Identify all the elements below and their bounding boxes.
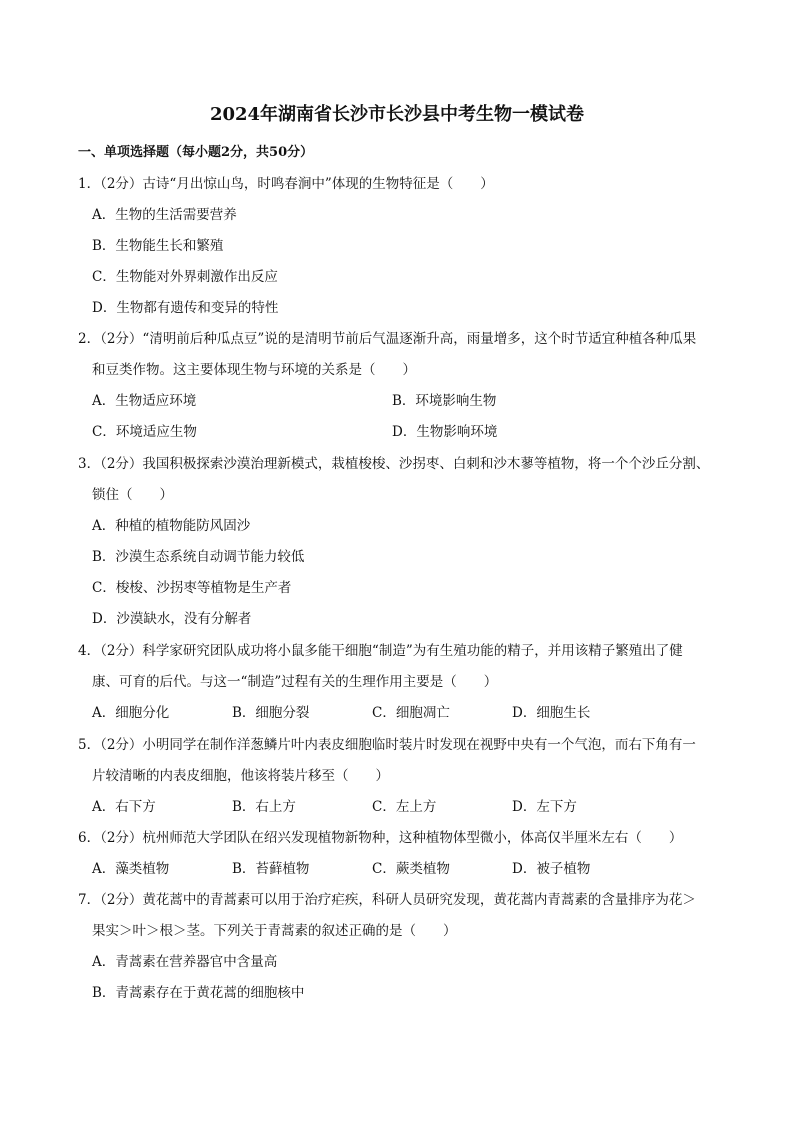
option-a: A．生物的生活需要营养 xyxy=(92,207,237,223)
section-heading: 一、单项选择题（每小题2分，共50分） xyxy=(78,145,314,160)
option-a: A．右下方 xyxy=(92,799,156,815)
question-stem: 3．（2分）我国积极探索沙漠治理新模式，栽植梭梭、沙拐枣、白刺和沙木蓼等植物，将一个个沙丘分割、 xyxy=(78,456,710,472)
question-stem: 7．（2分）黄花蒿中的青蒿素可以用于治疗疟疾，科研人员研究发现，黄花蒿内青蒿素的含量排序为花＞ xyxy=(78,892,696,908)
option-d: D．沙漠缺水，没有分解者 xyxy=(92,611,252,627)
option-b: B．苔藓植物 xyxy=(232,861,310,877)
option-c: C．生物能对外界刺激作出反应 xyxy=(92,269,278,285)
question-2 xyxy=(78,324,722,448)
options-row xyxy=(78,792,722,823)
question-1 xyxy=(78,169,722,324)
question-6 xyxy=(78,823,722,885)
options-row xyxy=(78,417,722,448)
option-a: A．生物适应环境 xyxy=(92,393,197,409)
question-stem-continued: 康、可育的后代。与这一“制造”过程有关的生理作用主要是（ ） xyxy=(92,674,498,690)
option-b: B．青蒿素存在于黄花蒿的细胞核中 xyxy=(92,985,305,1001)
question-stem: 2．（2分）“清明前后种瓜点豆”说的是清明节前后气温逐渐升高，雨量增多，这个时节适宜种植各种瓜果 xyxy=(78,331,697,347)
question-stem-continued: 果实＞叶＞根＞茎。下列关于青蒿素的叙述正确的是（ ） xyxy=(92,923,457,939)
option-b: B．右上方 xyxy=(232,799,296,815)
option-d: D．生物都有遗传和变异的特性 xyxy=(92,300,279,316)
question-7 xyxy=(78,885,722,1009)
option-b: B．环境影响生物 xyxy=(392,393,497,409)
question-stem-continued: 和豆类作物。这主要体现生物与环境的关系是（ ） xyxy=(92,362,416,378)
option-a: A．细胞分化 xyxy=(92,705,170,721)
question-stem-continued: 锁住（ ） xyxy=(92,487,173,503)
options-row xyxy=(78,386,722,417)
options-row xyxy=(78,698,722,729)
option-c: C．环境适应生物 xyxy=(92,424,197,440)
question-3 xyxy=(78,449,722,635)
option-a: A．种植的植物能防风固沙 xyxy=(92,518,251,534)
option-a: A．藻类植物 xyxy=(92,861,170,877)
question-stem: 6．（2分）杭州师范大学团队在绍兴发现植物新物种，这种植物体型微小，体高仅半厘米左右（ ） xyxy=(78,830,683,846)
question-stem: 4．（2分）科学家研究团队成功将小鼠多能干细胞“制造”为有生殖功能的精子，并用该精子繁殖出了健 xyxy=(78,643,683,659)
question-4 xyxy=(78,636,722,729)
question-stem-continued: 片较清晰的内表皮细胞，他该将装片移至（ ） xyxy=(92,768,389,784)
option-b: B．生物能生长和繁殖 xyxy=(92,238,224,254)
option-d: D．被子植物 xyxy=(512,861,591,877)
options-row xyxy=(78,854,722,885)
page-title: 2024年湖南省长沙市长沙县中考生物一模试卷 xyxy=(209,104,585,125)
option-c: C．梭梭、沙拐枣等植物是生产者 xyxy=(92,580,292,596)
option-d: D．细胞生长 xyxy=(512,705,591,721)
option-d: D．生物影响环境 xyxy=(392,424,498,440)
option-c: C．左上方 xyxy=(372,799,437,815)
question-stem: 5．（2分）小明同学在制作洋葱鳞片叶内表皮细胞临时装片时发现在视野中央有一个气泡，而右下角有一 xyxy=(78,737,696,753)
option-b: B．沙漠生态系统自动调节能力较低 xyxy=(92,549,305,565)
question-stem: 1．（2分）古诗“月出惊山鸟，时鸣春涧中”体现的生物特征是（ ） xyxy=(78,176,494,192)
question-5 xyxy=(78,730,722,823)
option-a: A．青蒿素在营养器官中含量高 xyxy=(92,954,278,970)
option-c: C．细胞凋亡 xyxy=(372,705,450,721)
option-b: B．细胞分裂 xyxy=(232,705,310,721)
option-c: C．蕨类植物 xyxy=(372,861,450,877)
option-d: D．左下方 xyxy=(512,799,577,815)
